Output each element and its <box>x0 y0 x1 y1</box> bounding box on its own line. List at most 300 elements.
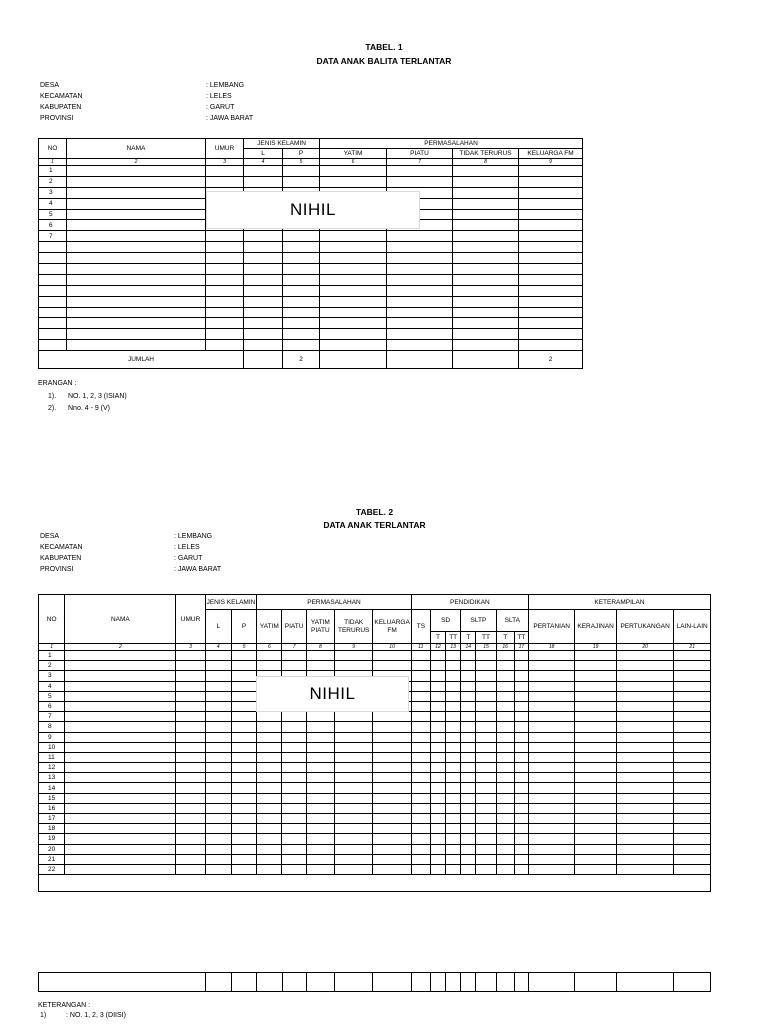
jumlah-p: 2 <box>283 351 320 369</box>
table-cell <box>446 691 461 701</box>
row-number: 12 <box>39 763 65 773</box>
table-cell <box>206 253 244 264</box>
table-cell <box>282 763 306 773</box>
table-cell <box>306 834 334 844</box>
table-cell <box>373 732 411 742</box>
table-row <box>39 231 583 242</box>
table-row <box>39 176 583 187</box>
table-cell <box>674 763 711 773</box>
table-cell <box>461 742 476 752</box>
info-label: KECAMATAN <box>40 544 83 551</box>
header-no: NO <box>39 139 67 159</box>
table-cell <box>65 783 176 793</box>
table-cell <box>453 220 519 231</box>
table-row <box>39 864 711 874</box>
table-row <box>39 329 583 340</box>
col-index: 9 <box>334 644 372 651</box>
table-cell <box>528 661 574 671</box>
table-cell <box>430 864 445 874</box>
table2-info <box>40 531 340 575</box>
header-sd-tt: TT <box>446 632 461 644</box>
table-cell <box>283 274 320 285</box>
table-cell <box>282 834 306 844</box>
table-cell <box>387 176 453 187</box>
table-cell <box>334 661 372 671</box>
table-cell <box>176 671 205 681</box>
table-cell <box>283 285 320 296</box>
table-cell <box>244 285 283 296</box>
table-cell <box>306 651 334 661</box>
table-cell <box>65 763 176 773</box>
table-cell <box>373 752 411 762</box>
table1-note-2-text: Nno. 4 - 9 (V) <box>68 405 111 412</box>
table1-note-1-num: 1). <box>48 393 57 400</box>
table-cell <box>334 783 372 793</box>
table-cell <box>206 318 244 329</box>
col-index: 13 <box>446 644 461 651</box>
table1-note-2-num: 2). <box>48 405 57 412</box>
table-cell <box>205 793 231 803</box>
table-cell <box>387 274 453 285</box>
header-jenis-kelamin: JENIS KELAMIN <box>244 139 320 149</box>
col-index: 2 <box>67 159 206 166</box>
table-cell <box>461 671 476 681</box>
table-cell <box>176 661 205 671</box>
table1-notes-heading: ERANGAN : <box>38 380 77 387</box>
table-cell <box>461 793 476 803</box>
row-number <box>39 296 67 307</box>
table-cell <box>453 318 519 329</box>
table-cell <box>514 763 528 773</box>
table-cell <box>205 732 231 742</box>
table-cell <box>514 773 528 783</box>
table-cell <box>430 671 445 681</box>
table-cell <box>616 701 674 711</box>
table-cell <box>283 253 320 264</box>
table-cell <box>528 701 574 711</box>
table-cell <box>461 701 476 711</box>
table-cell <box>67 329 206 340</box>
table2-grid <box>38 594 711 892</box>
header-l: L <box>244 149 283 159</box>
table-row <box>39 732 711 742</box>
table-cell <box>334 834 372 844</box>
table-cell <box>176 763 205 773</box>
table-cell <box>496 722 514 732</box>
table-cell <box>411 671 430 681</box>
table-cell <box>205 712 231 722</box>
table-cell <box>674 742 711 752</box>
table-cell <box>616 661 674 671</box>
table-cell <box>616 681 674 691</box>
table-cell <box>528 854 574 864</box>
table-cell <box>411 824 430 834</box>
table-cell <box>446 701 461 711</box>
table-cell <box>514 681 528 691</box>
table-cell <box>528 763 574 773</box>
row-number: 8 <box>39 722 65 732</box>
col-index: 6 <box>320 159 387 166</box>
table-cell <box>257 844 282 854</box>
table-cell <box>306 773 334 783</box>
table-cell <box>411 742 430 752</box>
table-cell <box>282 752 306 762</box>
table-cell <box>205 814 231 824</box>
table-cell <box>65 671 176 681</box>
table-cell <box>461 691 476 701</box>
table-cell <box>446 752 461 762</box>
table-cell <box>231 752 256 762</box>
total-cell <box>205 973 231 992</box>
table-cell <box>446 671 461 681</box>
col-index: 14 <box>461 644 476 651</box>
row-number: 1 <box>39 166 67 177</box>
header-l: L <box>205 610 231 644</box>
jumlah-piatu <box>387 351 453 369</box>
table-cell <box>453 274 519 285</box>
table-cell <box>282 712 306 722</box>
table-cell <box>176 783 205 793</box>
row-number: 22 <box>39 864 65 874</box>
table-cell <box>430 773 445 783</box>
table-cell <box>176 864 205 874</box>
table-cell <box>257 773 282 783</box>
table-cell <box>282 854 306 864</box>
table2-heading: TABEL. 2 <box>355 507 394 517</box>
table-cell <box>67 253 206 264</box>
table-cell <box>334 752 372 762</box>
table-cell <box>176 793 205 803</box>
table-cell <box>306 803 334 813</box>
table-cell <box>446 783 461 793</box>
table-cell <box>575 681 616 691</box>
table-cell <box>411 691 430 701</box>
table-cell <box>411 844 430 854</box>
jumlah-yatim <box>320 351 387 369</box>
table-cell <box>616 671 674 681</box>
table-cell <box>575 803 616 813</box>
table-row <box>39 712 711 722</box>
table-cell <box>67 231 206 242</box>
table-cell <box>231 783 256 793</box>
table-cell <box>514 722 528 732</box>
table-cell <box>519 220 583 231</box>
table-cell <box>446 732 461 742</box>
header-tidak-terurus: TIDAK TERURUS <box>334 610 372 644</box>
table-cell <box>334 712 372 722</box>
table-cell <box>206 264 244 275</box>
table-cell <box>430 854 445 864</box>
table-cell <box>446 661 461 671</box>
row-number: 3 <box>39 671 65 681</box>
table-cell <box>674 773 711 783</box>
table-cell <box>528 752 574 762</box>
table-cell <box>306 763 334 773</box>
table-cell <box>65 864 176 874</box>
table-cell <box>320 176 387 187</box>
header-pertanian: PERTANIAN <box>528 610 574 644</box>
table-cell <box>283 296 320 307</box>
table-cell <box>411 651 430 661</box>
table-cell <box>514 824 528 834</box>
table-cell <box>244 318 283 329</box>
table-cell <box>446 773 461 783</box>
table-cell <box>411 773 430 783</box>
table-cell <box>257 783 282 793</box>
row-number: 7 <box>39 712 65 722</box>
table-cell <box>244 296 283 307</box>
table-cell <box>575 854 616 864</box>
table-cell <box>231 681 256 691</box>
table-cell <box>461 661 476 671</box>
table-cell <box>674 701 711 711</box>
header-umur: UMUR <box>176 595 205 644</box>
table-cell <box>430 752 445 762</box>
table-cell <box>476 681 496 691</box>
table-cell <box>176 814 205 824</box>
table-cell <box>283 307 320 318</box>
table-cell <box>206 329 244 340</box>
table-row <box>39 763 711 773</box>
table-cell <box>496 834 514 844</box>
table-cell <box>674 732 711 742</box>
table-cell <box>519 242 583 253</box>
table-row <box>39 803 711 813</box>
table-cell <box>519 253 583 264</box>
table-cell <box>476 671 496 681</box>
table-cell <box>373 773 411 783</box>
total-cell <box>431 973 446 992</box>
row-number: 2 <box>39 176 67 187</box>
table-cell <box>306 661 334 671</box>
table-cell <box>411 732 430 742</box>
table-cell <box>244 253 283 264</box>
table-cell <box>674 691 711 701</box>
table-cell <box>373 844 411 854</box>
table-cell <box>231 722 256 732</box>
table-cell <box>306 712 334 722</box>
table-cell <box>67 176 206 187</box>
col-index: 16 <box>496 644 514 651</box>
table-cell <box>411 681 430 691</box>
table-cell <box>446 793 461 803</box>
table-cell <box>616 651 674 661</box>
col-index: 7 <box>282 644 306 651</box>
table-cell <box>616 854 674 864</box>
table-cell <box>496 763 514 773</box>
table-cell <box>257 814 282 824</box>
table1-note-1-text: NO. 1, 2, 3 (ISIAN) <box>68 393 127 400</box>
table-cell <box>575 742 616 752</box>
table-cell <box>476 783 496 793</box>
header-p: P <box>283 149 320 159</box>
table-cell <box>496 783 514 793</box>
table-cell <box>334 732 372 742</box>
table-cell <box>461 783 476 793</box>
table-cell <box>244 329 283 340</box>
table-row <box>39 242 583 253</box>
table-cell <box>244 176 283 187</box>
table-cell <box>528 793 574 803</box>
table-cell <box>176 742 205 752</box>
table-cell <box>461 854 476 864</box>
col-index: 20 <box>616 644 674 651</box>
table-cell <box>453 340 519 351</box>
info-row-provinsi <box>40 564 340 575</box>
table-cell <box>476 793 496 803</box>
header-sd-t: T <box>430 632 445 644</box>
table-cell <box>496 752 514 762</box>
table-cell <box>514 712 528 722</box>
table-cell <box>514 834 528 844</box>
table-cell <box>674 671 711 681</box>
table-cell <box>206 176 244 187</box>
table-cell <box>519 198 583 209</box>
table-cell <box>476 803 496 813</box>
table-cell <box>674 712 711 722</box>
table-cell <box>575 844 616 854</box>
table-cell <box>306 722 334 732</box>
table-row <box>39 651 711 661</box>
table-cell <box>373 864 411 874</box>
table-cell <box>257 651 282 661</box>
table-cell <box>616 834 674 844</box>
header-yatim: YATIM <box>320 149 387 159</box>
table-cell <box>461 824 476 834</box>
table-cell <box>496 864 514 874</box>
table-cell <box>373 661 411 671</box>
table-cell <box>320 231 387 242</box>
table-cell <box>476 844 496 854</box>
table-cell <box>616 783 674 793</box>
table-cell <box>514 844 528 854</box>
table-cell <box>205 661 231 671</box>
table-cell <box>575 732 616 742</box>
col-index: 5 <box>283 159 320 166</box>
table-cell <box>257 752 282 762</box>
table-row <box>39 824 711 834</box>
row-number: 6 <box>39 701 65 711</box>
table-cell <box>373 742 411 752</box>
table-cell <box>575 722 616 732</box>
table-cell <box>206 242 244 253</box>
table-cell <box>453 231 519 242</box>
table-cell <box>334 742 372 752</box>
table-cell <box>575 661 616 671</box>
table-cell <box>306 752 334 762</box>
total-cell <box>575 973 616 992</box>
table-cell <box>334 814 372 824</box>
table-cell <box>430 681 445 691</box>
table-cell <box>334 793 372 803</box>
table-row <box>39 834 711 844</box>
table-cell <box>616 742 674 752</box>
table-cell <box>65 681 176 691</box>
total-cell <box>257 973 282 992</box>
table-cell <box>575 691 616 701</box>
table-cell <box>514 803 528 813</box>
header-keterampilan: KETERAMPILAN <box>528 595 710 610</box>
table-cell <box>519 296 583 307</box>
table-cell <box>65 742 176 752</box>
table-cell <box>411 701 430 711</box>
col-index: 1 <box>39 159 67 166</box>
table-cell <box>176 701 205 711</box>
table-cell <box>446 854 461 864</box>
table-cell <box>306 783 334 793</box>
table-cell <box>514 864 528 874</box>
table-cell <box>430 834 445 844</box>
table-cell <box>334 651 372 661</box>
table-cell <box>257 722 282 732</box>
table-cell <box>430 742 445 752</box>
header-keluarga-fm: KELUARGA FM <box>519 149 583 159</box>
header-sltp-t: T <box>461 632 476 644</box>
table-cell <box>575 783 616 793</box>
table-cell <box>616 691 674 701</box>
table-cell <box>231 691 256 701</box>
row-number: 10 <box>39 742 65 752</box>
table-cell <box>67 340 206 351</box>
total-cell <box>496 973 514 992</box>
table-cell <box>206 340 244 351</box>
table-cell <box>514 752 528 762</box>
table-cell <box>387 242 453 253</box>
table-cell <box>387 296 453 307</box>
table-cell <box>387 340 453 351</box>
table-cell <box>65 701 176 711</box>
total-cell <box>335 973 373 992</box>
header-jenis-kelamin: JENIS KELAMIN <box>205 595 257 610</box>
info-value: : JAWA BARAT <box>206 115 254 122</box>
table-row <box>39 783 711 793</box>
table-cell <box>575 793 616 803</box>
table-cell <box>282 651 306 661</box>
table-cell <box>514 814 528 824</box>
total-cell <box>529 973 575 992</box>
table-cell <box>205 671 231 681</box>
table-cell <box>257 834 282 844</box>
row-number: 2 <box>39 661 65 671</box>
table1-subheading: DATA ANAK BALITA TERLANTAR <box>316 56 452 66</box>
table-cell <box>674 651 711 661</box>
table-cell <box>476 752 496 762</box>
table-cell <box>205 742 231 752</box>
table-cell <box>231 793 256 803</box>
table-cell <box>446 814 461 824</box>
info-row-desa <box>40 531 340 542</box>
col-index: 1 <box>39 644 65 651</box>
total-row <box>39 973 711 992</box>
table-cell <box>616 752 674 762</box>
table-cell <box>528 712 574 722</box>
table-cell <box>411 752 430 762</box>
table-row <box>39 264 583 275</box>
table-cell <box>453 264 519 275</box>
info-label: KECAMATAN <box>40 93 83 100</box>
col-index: 19 <box>575 644 616 651</box>
info-label: DESA <box>40 82 60 89</box>
table-cell <box>283 231 320 242</box>
table-cell <box>320 242 387 253</box>
col-index: 3 <box>176 644 205 651</box>
table-cell <box>446 651 461 661</box>
header-nama: NAMA <box>65 595 176 644</box>
table-cell <box>282 783 306 793</box>
table-cell <box>334 844 372 854</box>
row-number: 21 <box>39 854 65 864</box>
table-cell <box>65 854 176 864</box>
